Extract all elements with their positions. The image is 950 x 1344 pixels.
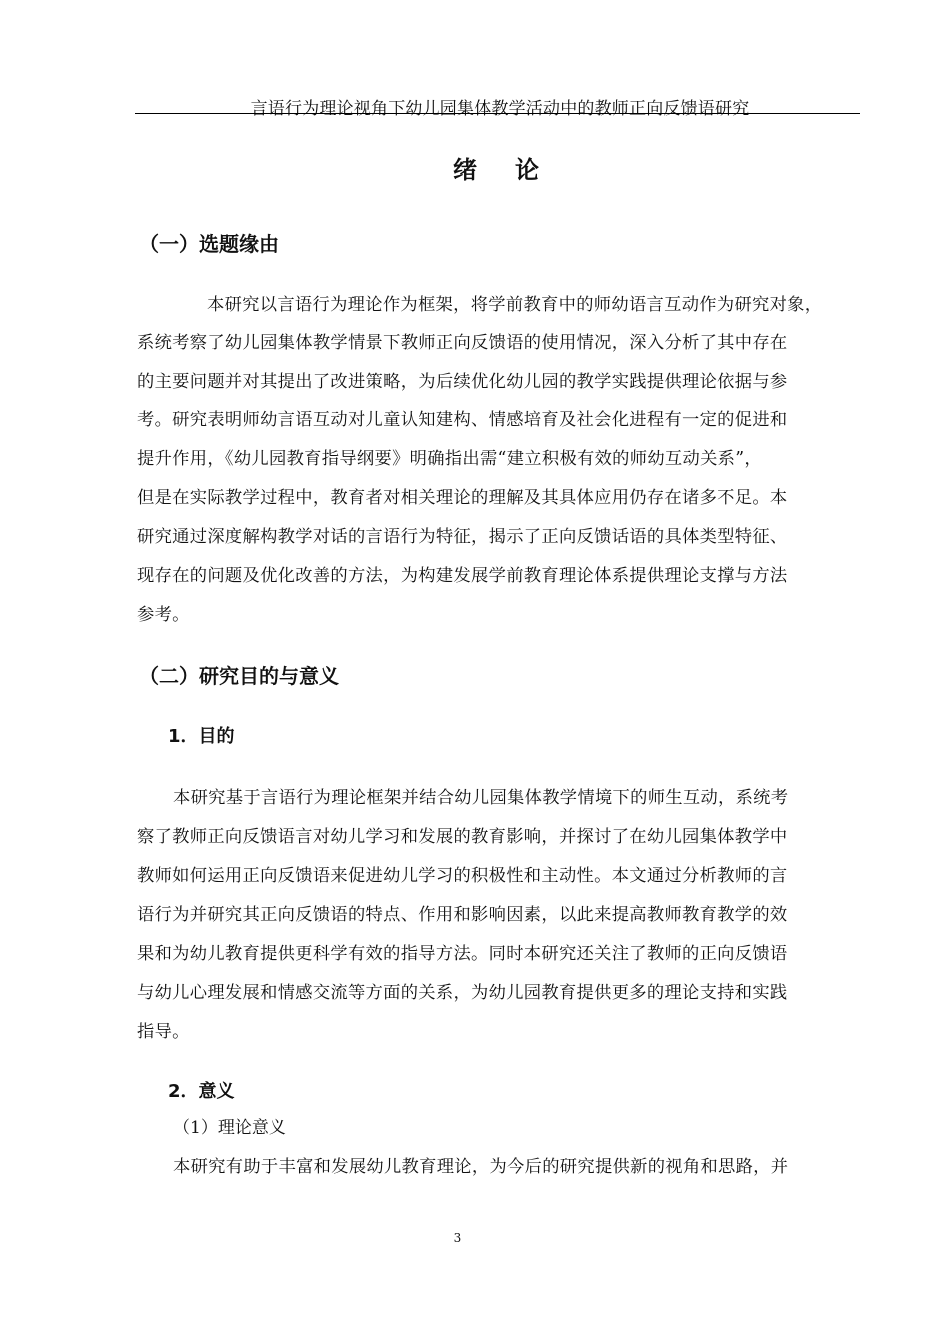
paragraph-line: 语行为并研究其正向反馈语的特点、作用和影响因素，以此来提高教师教育教学的效 bbox=[137, 905, 788, 925]
paragraph-line: 教师如何运用正向反馈语来促进幼儿学习的积极性和主动性。本文通过分析教师的言 bbox=[137, 866, 788, 886]
section-heading-2: （二）研究目的与意义 bbox=[139, 664, 339, 688]
paragraph-line: 察了教师正向反馈语言对幼儿学习和发展的教育影响，并探讨了在幼儿园集体教学中 bbox=[137, 827, 788, 847]
paragraph-line: 参考。 bbox=[137, 605, 190, 625]
sub-subsection-heading: （1）理论意义 bbox=[173, 1118, 286, 1138]
paragraph-line: 考。研究表明师幼言语互动对儿童认知建构、情感培育及社会化进程有一定的促进和 bbox=[137, 410, 788, 430]
subsection-heading-purpose: 1．目的 bbox=[168, 726, 235, 747]
paragraph-line: 系统考察了幼儿园集体教学情景下教师正向反馈语的使用情况，深入分析了其中存在 bbox=[137, 333, 788, 353]
paragraph-line: 提升作用，《幼儿园教育指导纲要》明确指出需“建立积极有效的师幼互动关系”， bbox=[137, 449, 762, 469]
paragraph-line: 指导。 bbox=[137, 1022, 190, 1042]
paragraph-line: 果和为幼儿教育提供更科学有效的指导方法。同时本研究还关注了教师的正向反馈语 bbox=[137, 944, 788, 964]
subsection-heading-significance: 2．意义 bbox=[168, 1081, 235, 1102]
paragraph-line: 与幼儿心理发展和情感交流等方面的关系，为幼儿园教育提供更多的理论支持和实践 bbox=[137, 983, 788, 1003]
paragraph-line: 现存在的问题及优化改善的方法，为构建发展学前教育理论体系提供理论支撑与方法 bbox=[137, 566, 788, 586]
paragraph-line: 本研究有助于丰富和发展幼儿教育理论，为今后的研究提供新的视角和思路，并 bbox=[173, 1157, 789, 1177]
paragraph-line: 本研究以言语行为理论作为框架，将学前教育中的师幼语言互动作为研究对象， bbox=[207, 295, 823, 315]
paragraph-line: 的主要问题并对其提出了改进策略，为后续优化幼儿园的教学实践提供理论依据与参 bbox=[137, 372, 788, 392]
paragraph-line: 研究通过深度解构教学对话的言语行为特征，揭示了正向反馈话语的具体类型特征、 bbox=[137, 527, 788, 547]
page-title: 绪论 bbox=[453, 156, 577, 184]
paragraph-line: 但是在实际教学过程中，教育者对相关理论的理解及其具体应用仍存在诸多不足。本 bbox=[137, 488, 788, 508]
header-rule bbox=[135, 113, 860, 114]
page-number: 3 bbox=[453, 1231, 462, 1245]
paragraph-line: 本研究基于言语行为理论框架并结合幼儿园集体教学情境下的师生互动，系统考 bbox=[173, 788, 789, 808]
running-header: 言语行为理论视角下幼儿园集体教学活动中的教师正向反馈语研究 bbox=[250, 99, 750, 119]
section-heading-1: （一）选题缘由 bbox=[139, 232, 279, 256]
